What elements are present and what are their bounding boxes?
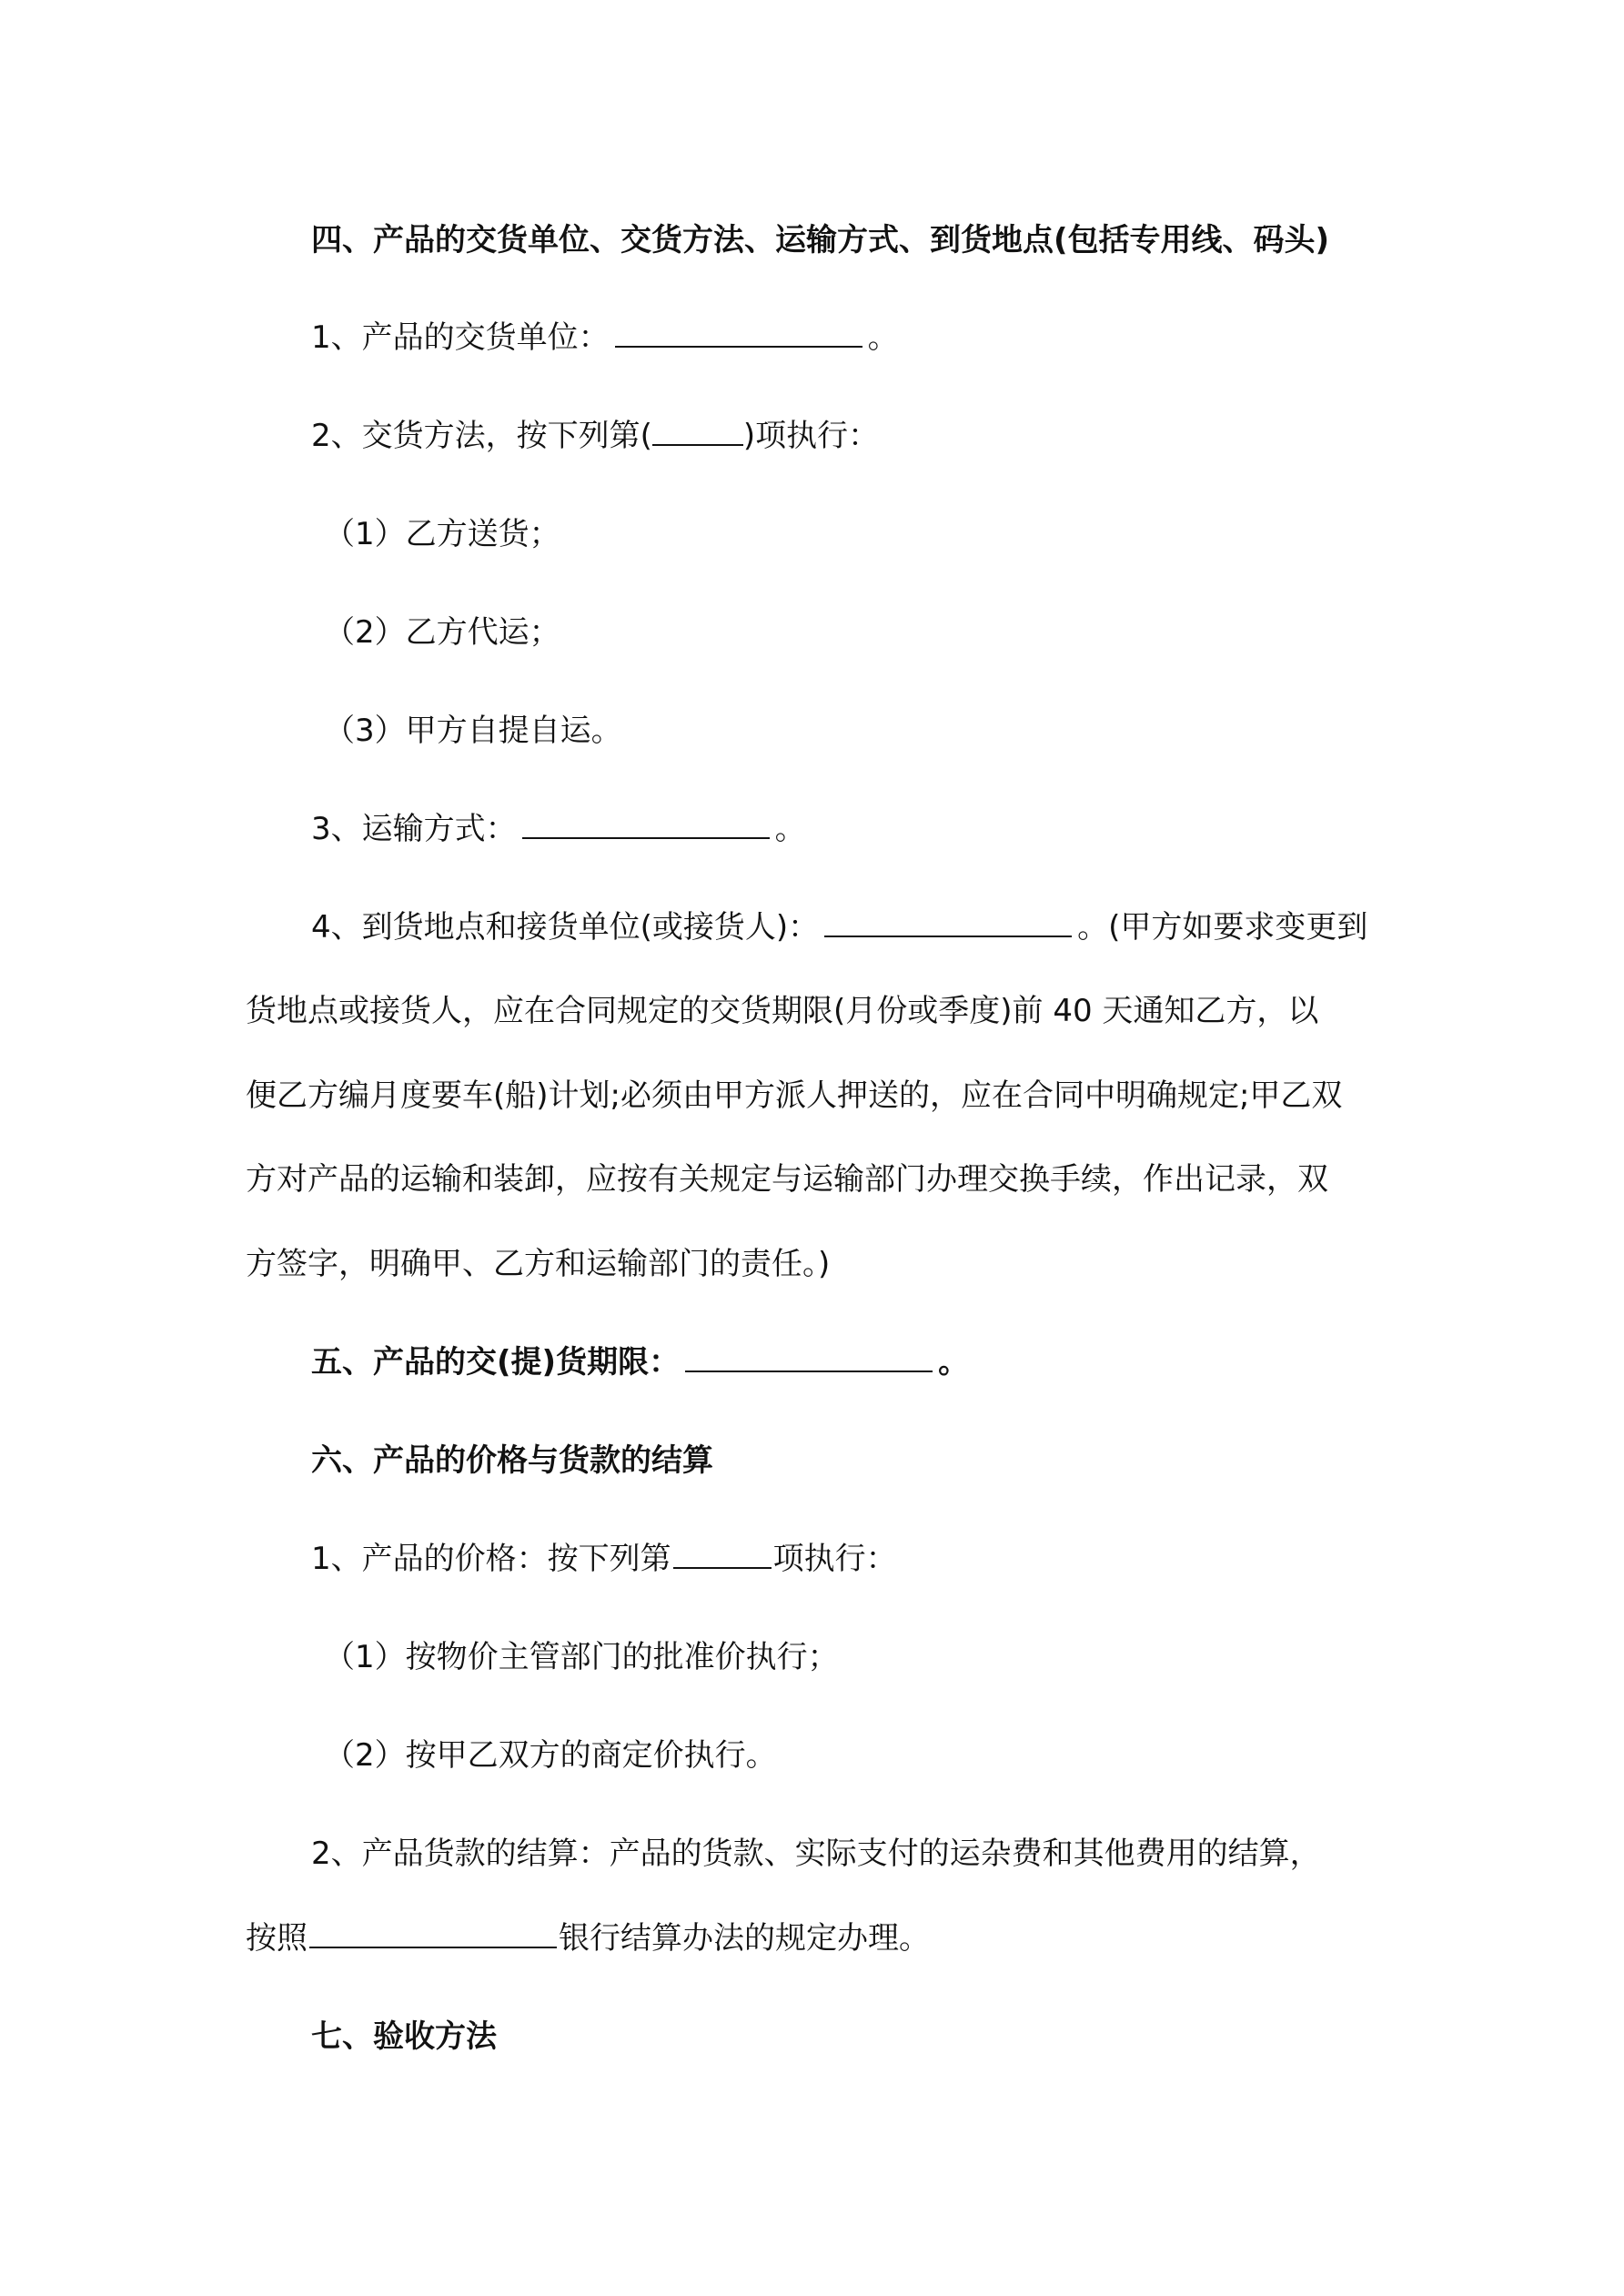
payment-settlement-line-2 (246, 1919, 1397, 1957)
price-option-2-text: （2）按甲乙双方的商定价执行。 (324, 1737, 777, 1774)
arrival-place-blank[interactable] (824, 908, 1072, 937)
section-7-heading-text: 七、验收方法 (311, 2018, 497, 2055)
section-5-heading (311, 1343, 1462, 1381)
section-6-item-1 (311, 1540, 1462, 1578)
delivery-deadline-blank[interactable] (685, 1343, 933, 1372)
item-2-end: )项执行： (742, 418, 880, 454)
section-4-item-3 (311, 810, 1462, 848)
bank-settlement-blank[interactable] (309, 1919, 557, 1948)
section-7-heading (311, 2018, 1462, 2056)
item-4-line-4 (246, 1160, 1397, 1199)
price-option-1-text: （1）按物价主管部门的批准价执行； (324, 1639, 839, 1675)
delivery-unit-blank[interactable] (615, 319, 862, 348)
section-4-item-4 (311, 908, 1462, 946)
section-5-end: 。 (938, 1344, 970, 1381)
price-item-label: 1、产品的价格：按下列第 (311, 1541, 671, 1577)
item-4-label: 4、到货地点和接货单位(或接货人)： (311, 909, 820, 946)
item-4-line-2-text: 货地点或接货人，应在合同规定的交货期限(月份或季度)前 40 天通知乙方，以 (246, 993, 1319, 1029)
delivery-option-2 (324, 613, 1475, 652)
section-4-item-1 (311, 319, 1462, 357)
section-6-item-2 (311, 1835, 1462, 1873)
section-5-label: 五、产品的交(提)货期限： (311, 1344, 681, 1381)
item-4-end: 。(甲方如要求变更到 (1077, 909, 1368, 946)
section-4-heading-text: 四、产品的交货单位、交货方法、运输方式、到货地点(包括专用线、码头) (311, 222, 1330, 258)
price-option-1 (324, 1638, 1475, 1676)
item-4-line-3-text: 便乙方编月度要车(船)计划;必须由甲方派人押送的，应在合同中明确规定;甲乙双 (246, 1077, 1343, 1114)
section-6-heading-text: 六、产品的价格与货款的结算 (311, 1442, 713, 1479)
delivery-option-3 (324, 712, 1475, 750)
delivery-option-1-text: （1）乙方送货； (324, 516, 560, 552)
delivery-option-1 (324, 515, 1475, 553)
item-1-label: 1、产品的交货单位： (311, 319, 610, 356)
section-4-item-2 (311, 417, 1462, 455)
delivery-method-blank[interactable] (652, 417, 743, 446)
item-4-line-2 (246, 992, 1397, 1030)
item-4-line-5 (246, 1245, 1397, 1283)
price-item-end: 项执行： (772, 1541, 897, 1577)
item-1-end: 。 (867, 319, 899, 356)
item-2-label: 2、交货方法，按下列第( (311, 418, 652, 454)
item-4-line-3 (246, 1077, 1397, 1115)
transport-mode-blank[interactable] (522, 810, 770, 839)
payment-line-2-label: 按照 (246, 1920, 308, 1957)
price-option-blank[interactable] (673, 1540, 772, 1569)
item-3-label: 3、运输方式： (311, 811, 517, 847)
section-4-heading (311, 221, 1462, 259)
payment-line-2-end: 银行结算办法的规定办理。 (559, 1920, 930, 1957)
section-6-heading (311, 1441, 1462, 1480)
item-4-line-5-text: 方签字，明确甲、乙方和运输部门的责任。) (246, 1246, 831, 1282)
delivery-option-2-text: （2）乙方代运； (324, 614, 560, 651)
item-3-end: 。 (774, 811, 806, 847)
payment-settlement-text: 2、产品货款的结算：产品的货款、实际支付的运杂费和其他费用的结算， (311, 1836, 1321, 1872)
delivery-option-3-text: （3）甲方自提自运。 (324, 713, 622, 749)
price-option-2 (324, 1736, 1475, 1775)
item-4-line-4-text: 方对产品的运输和装卸，应按有关规定与运输部门办理交换手续，作出记录，双 (246, 1161, 1328, 1198)
